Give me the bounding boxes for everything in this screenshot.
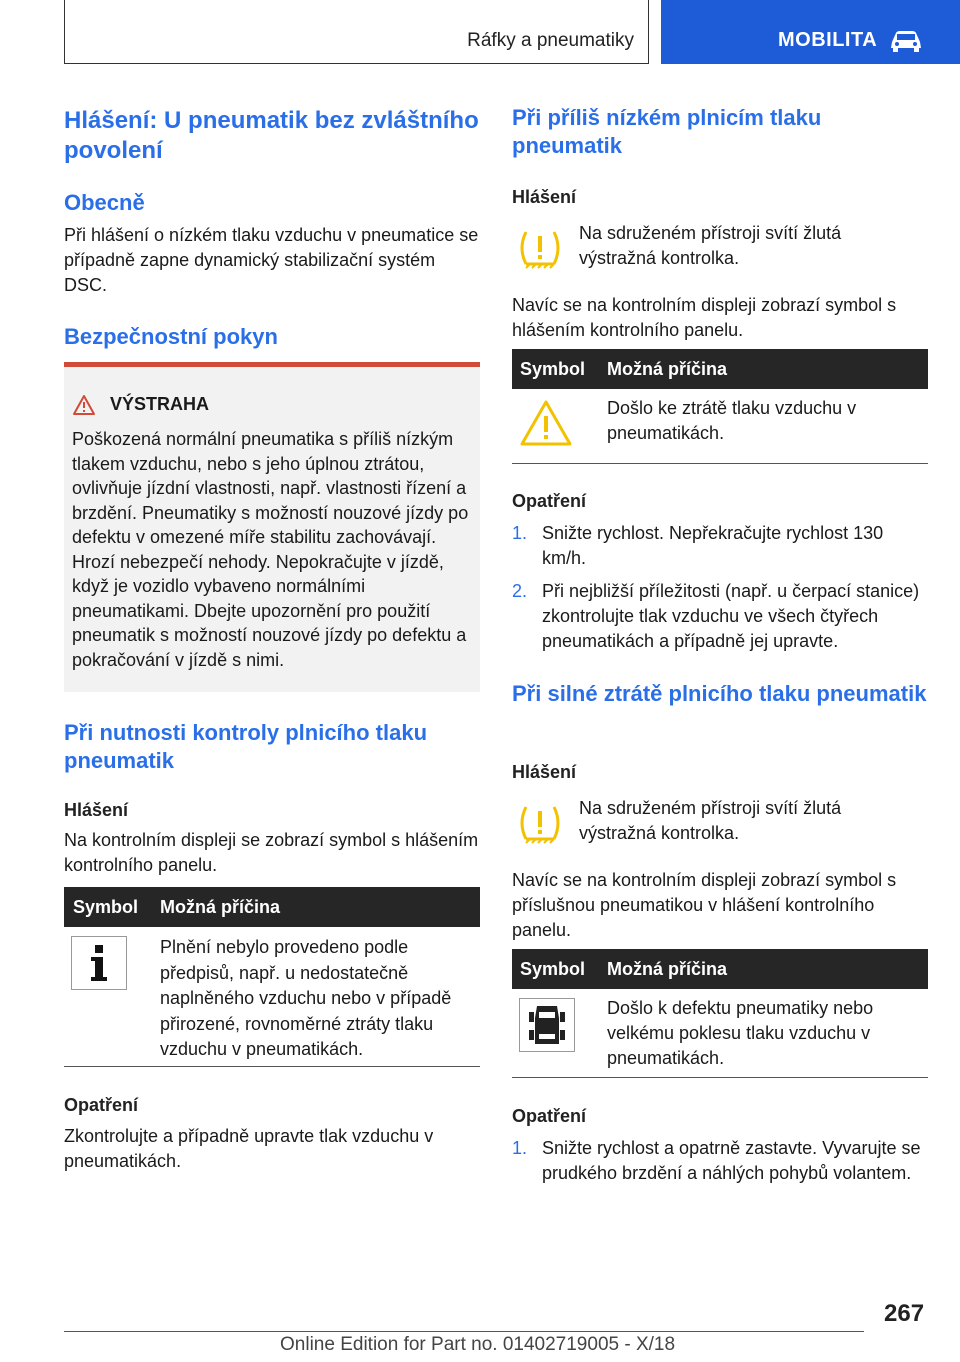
table-divider <box>64 1066 480 1067</box>
table-divider <box>512 1077 928 1078</box>
mobility-tab-label: MOBILITA <box>778 29 878 51</box>
col-symbol: Symbol <box>520 959 586 979</box>
list-number: 1. <box>512 523 528 543</box>
car-tire-defect-icon <box>519 998 575 1052</box>
lamp-text: Na sdruženém přístroji svítí žlutá výstražná kontrolka. <box>579 223 842 268</box>
general-text: Při hlášení o nízkém tlaku vzduchu v pneumatice se případně zapne dynamický stabilizační systém DSC. <box>64 225 479 295</box>
col-symbol: Symbol <box>520 359 586 379</box>
list-text: Snižte rychlost. Nepřekračujte rychlost 130 km/h. <box>542 523 884 568</box>
warning-box <box>64 362 480 692</box>
warning-text: Poškozená normální pneumatika s příliš nízkým tlakem vzduchu, nebo s jeho úplnou ztrátou, ovlivňuje jízdní vlastnosti, např. vlastnosti řízení a brzdění. Pneumatiky s možností nouzové jízdy po defektu v omezené míře stabilitu zachovávají. Hrozí nebezpečí nehody. Nepokračujte v jízdě, když je vozidlo vybaveno normálními pneumatikami. Dbejte upozornění pro použití pneumatik s možností nouzové jízdy po defektu a pokračování v jízdě s nimi. <box>72 429 469 670</box>
subheading-general: Obecně <box>64 190 145 215</box>
warning-triangle-icon <box>72 394 96 416</box>
section-heading: Hlášení: U pneumatik bez zvláštního povolení <box>64 107 479 164</box>
table-row-cause: Plnění nebylo provedeno podle předpisů, např. u nedostatečně naplněného vzduchu nebo v případě přirozené, rovnoměrné ztráty tlaku vzduchu v pneumatikách. <box>160 937 452 1059</box>
table-header <box>64 887 480 927</box>
message-text: Na kontrolním displeji se zobrazí symbol s hlášením kontrolního panelu. <box>64 830 479 875</box>
table-row-cause: Došlo k defektu pneumatiky nebo velkému poklesu tlaku vzduchu v pneumatikách. <box>607 998 874 1068</box>
message-label: Hlášení <box>64 800 129 820</box>
message-label: Hlášení <box>512 762 577 782</box>
lamp-text: Na sdruženém přístroji svítí žlutá výstražná kontrolka. <box>579 798 842 843</box>
list-number: 2. <box>512 581 528 601</box>
list-text: Při nejbližší příležitosti (např. u čerpací stanice) zkontrolujte tlak vzduchu ve všech čtyřech pneumatikách a případně jej upravte. <box>542 581 920 651</box>
car-icon <box>888 28 924 52</box>
info-icon <box>71 936 127 990</box>
list-number: 1. <box>512 1138 528 1158</box>
col-cause: Možná příčina <box>607 959 728 979</box>
display-text: Navíc se na kontrolním displeji zobrazí symbol s hlášením kontrolního panelu. <box>512 295 897 340</box>
table-header <box>512 349 928 389</box>
header-bar <box>64 0 649 64</box>
action-text: Zkontrolujte a případně upravte tlak vzduchu v pneumatikách. <box>64 1126 434 1171</box>
edition-text: Online Edition for Part no. 01402719005 - X/18 <box>280 1334 676 1355</box>
message-label: Hlášení <box>512 187 577 207</box>
tire-pressure-warning-icon <box>516 803 564 849</box>
footer-rule <box>64 1331 864 1332</box>
list-text: Snižte rychlost a opatrně zastavte. Vyvarujte se prudkého brzdění a náhlých pohybů volantem. <box>542 1138 921 1183</box>
chapter-title: Ráfky a pneumatiky <box>467 30 634 51</box>
table-divider <box>512 463 928 464</box>
tire-pressure-warning-icon <box>516 228 564 274</box>
action-label: Opatření <box>512 1106 587 1126</box>
col-cause: Možná příčina <box>607 359 728 379</box>
subheading-check: Při nutnosti kontroly plnicího tlaku pneumatik <box>64 720 428 773</box>
display-text: Navíc se na kontrolním displeji zobrazí symbol s příslušnou pneumatikou v hlášení kontrolního panelu. <box>512 870 897 940</box>
warning-triangle-icon <box>519 398 573 448</box>
table-header <box>512 949 928 989</box>
table-row-cause: Došlo ke ztrátě tlaku vzduchu v pneumatikách. <box>607 398 857 443</box>
subheading-safety: Bezpečnostní pokyn <box>64 324 278 349</box>
action-label: Opatření <box>64 1095 139 1115</box>
action-label: Opatření <box>512 491 587 511</box>
section-heading-high-loss: Při silné ztrátě plnicího tlaku pneumatik <box>512 681 927 706</box>
section-heading-low-pressure: Při příliš nízkém plnicím tlaku pneumatik <box>512 105 822 158</box>
col-symbol: Symbol <box>73 897 139 917</box>
col-cause: Možná příčina <box>160 897 281 917</box>
page-number: 267 <box>884 1300 925 1327</box>
warning-title: VÝSTRAHA <box>110 394 210 414</box>
mobility-tab[interactable] <box>661 0 960 64</box>
